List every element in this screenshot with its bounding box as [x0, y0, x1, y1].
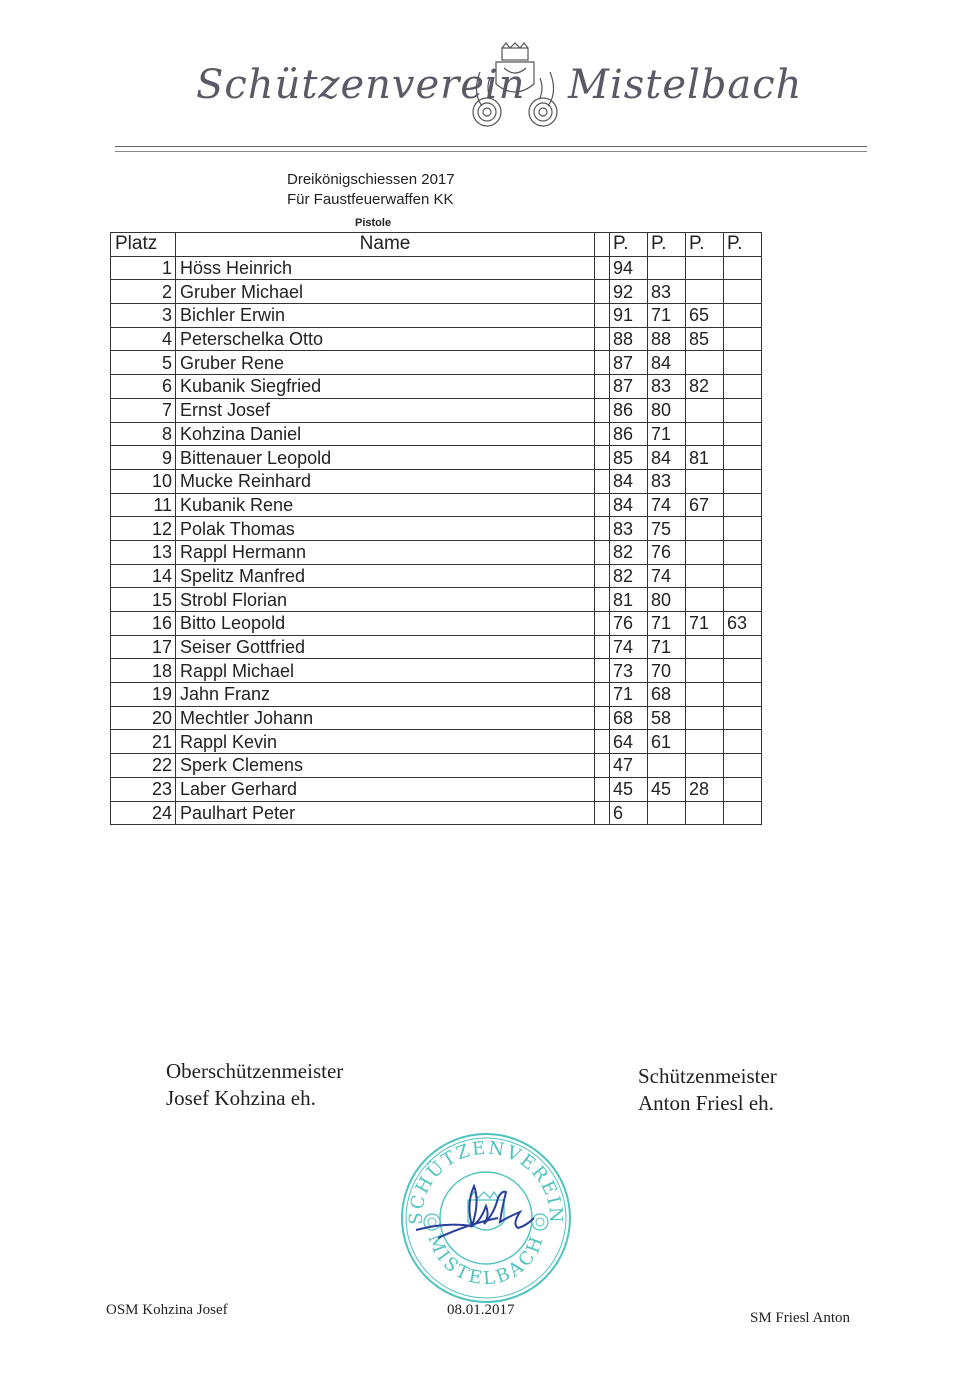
row-spacer: [595, 280, 610, 304]
row-platz: 4: [111, 327, 176, 351]
row-score-1: 82: [610, 540, 648, 564]
row-score-4: [724, 469, 762, 493]
row-name: Bichler Erwin: [176, 304, 595, 328]
row-score-4: [724, 801, 762, 825]
row-score-4: [724, 706, 762, 730]
row-platz: 20: [111, 706, 176, 730]
row-score-2: 71: [648, 304, 686, 328]
results-table: [110, 232, 762, 825]
row-score-4: 63: [724, 612, 762, 636]
row-score-4: [724, 730, 762, 754]
row-score-2: 61: [648, 730, 686, 754]
row-score-4: [724, 540, 762, 564]
row-name: Paulhart Peter: [176, 801, 595, 825]
row-platz: 8: [111, 422, 176, 446]
row-spacer: [595, 327, 610, 351]
row-spacer: [595, 706, 610, 730]
row-score-2: 71: [648, 635, 686, 659]
row-score-1: 82: [610, 564, 648, 588]
row-score-3: [686, 398, 724, 422]
row-spacer: [595, 588, 610, 612]
row-score-4: [724, 659, 762, 683]
signature-right-role: Schützenmeister: [638, 1064, 777, 1088]
header-name: Name: [176, 233, 595, 257]
row-score-4: [724, 446, 762, 470]
row-score-4: [724, 398, 762, 422]
row-spacer: [595, 469, 610, 493]
row-platz: 23: [111, 777, 176, 801]
row-score-1: 91: [610, 304, 648, 328]
row-score-2: 83: [648, 469, 686, 493]
row-spacer: [595, 540, 610, 564]
results-body: [111, 256, 762, 825]
row-score-3: [686, 540, 724, 564]
row-name: Strobl Florian: [176, 588, 595, 612]
table-row: [111, 706, 762, 730]
row-score-1: 64: [610, 730, 648, 754]
row-spacer: [595, 256, 610, 280]
table-row: [111, 422, 762, 446]
row-name: Bittenauer Leopold: [176, 446, 595, 470]
table-row: [111, 469, 762, 493]
row-score-2: [648, 754, 686, 778]
letterhead-divider: [115, 146, 867, 147]
row-score-4: [724, 754, 762, 778]
row-score-2: 88: [648, 327, 686, 351]
row-score-3: [686, 564, 724, 588]
row-score-2: [648, 801, 686, 825]
row-score-3: 71: [686, 612, 724, 636]
row-score-3: 67: [686, 493, 724, 517]
row-score-3: [686, 730, 724, 754]
row-spacer: [595, 777, 610, 801]
row-score-4: [724, 683, 762, 707]
row-platz: 3: [111, 304, 176, 328]
signature-block-left: [166, 1058, 343, 1112]
table-row: [111, 493, 762, 517]
row-score-1: 86: [610, 398, 648, 422]
row-score-4: [724, 635, 762, 659]
row-score-3: 81: [686, 446, 724, 470]
table-row: [111, 588, 762, 612]
row-score-1: 81: [610, 588, 648, 612]
row-score-1: 83: [610, 517, 648, 541]
row-score-2: 84: [648, 446, 686, 470]
row-spacer: [595, 754, 610, 778]
row-spacer: [595, 730, 610, 754]
row-platz: 7: [111, 398, 176, 422]
row-spacer: [595, 398, 610, 422]
row-score-3: 85: [686, 327, 724, 351]
row-platz: 2: [111, 280, 176, 304]
event-category: Pistole: [355, 217, 392, 229]
row-spacer: [595, 446, 610, 470]
row-name: Gruber Michael: [176, 280, 595, 304]
row-platz: 6: [111, 375, 176, 399]
row-score-3: 65: [686, 304, 724, 328]
row-score-4: [724, 351, 762, 375]
header-p2: P.: [648, 233, 686, 257]
row-score-1: 87: [610, 351, 648, 375]
row-score-2: 76: [648, 540, 686, 564]
row-score-4: [724, 564, 762, 588]
row-score-2: 80: [648, 588, 686, 612]
stamp-top-text: SCHÜTZENVEREIN: [405, 1137, 567, 1225]
table-row: [111, 635, 762, 659]
row-score-3: [686, 469, 724, 493]
header-p3: P.: [686, 233, 724, 257]
row-score-4: [724, 327, 762, 351]
row-name: Peterschelka Otto: [176, 327, 595, 351]
row-name: Polak Thomas: [176, 517, 595, 541]
footer-left: OSM Kohzina Josef: [106, 1302, 228, 1318]
row-platz: 1: [111, 256, 176, 280]
table-row: [111, 351, 762, 375]
table-row: [111, 540, 762, 564]
footer-right: SM Friesl Anton: [750, 1310, 851, 1326]
row-score-3: 82: [686, 375, 724, 399]
row-score-4: [724, 777, 762, 801]
table-row: [111, 659, 762, 683]
row-score-1: 74: [610, 635, 648, 659]
table-row: [111, 327, 762, 351]
row-score-2: 71: [648, 612, 686, 636]
row-platz: 12: [111, 517, 176, 541]
row-score-4: [724, 588, 762, 612]
row-name: Bitto Leopold: [176, 612, 595, 636]
row-score-4: [724, 375, 762, 399]
footer-date: 08.01.2017: [447, 1302, 515, 1318]
row-score-4: [724, 256, 762, 280]
row-spacer: [595, 493, 610, 517]
row-platz: 16: [111, 612, 176, 636]
row-spacer: [595, 564, 610, 588]
row-score-1: 94: [610, 256, 648, 280]
row-platz: 13: [111, 540, 176, 564]
row-score-4: [724, 304, 762, 328]
row-score-1: 92: [610, 280, 648, 304]
row-score-1: 73: [610, 659, 648, 683]
header-platz: Platz: [111, 233, 176, 257]
row-score-2: 83: [648, 375, 686, 399]
row-score-2: 71: [648, 422, 686, 446]
row-name: Sperk Clemens: [176, 754, 595, 778]
club-stamp-icon: [398, 1130, 574, 1306]
row-score-4: [724, 280, 762, 304]
table-row: [111, 304, 762, 328]
row-spacer: [595, 304, 610, 328]
header-p4: P.: [724, 233, 762, 257]
table-row: [111, 564, 762, 588]
table-row: [111, 777, 762, 801]
row-score-1: 86: [610, 422, 648, 446]
letterhead-divider-secondary: [115, 151, 867, 152]
row-name: Gruber Rene: [176, 351, 595, 375]
row-platz: 19: [111, 683, 176, 707]
row-name: Laber Gerhard: [176, 777, 595, 801]
row-name: Kubanik Rene: [176, 493, 595, 517]
row-name: Kohzina Daniel: [176, 422, 595, 446]
row-score-3: [686, 256, 724, 280]
signature-right-name: Anton Friesl eh.: [638, 1091, 774, 1115]
event-title: Dreikönigschiessen 2017: [287, 171, 455, 188]
row-score-4: [724, 493, 762, 517]
table-row: [111, 683, 762, 707]
event-subtitle: Für Faustfeuerwaffen KK: [287, 191, 454, 208]
stamp-bottom-text: MISTELBACH: [423, 1231, 549, 1290]
row-spacer: [595, 375, 610, 399]
row-platz: 18: [111, 659, 176, 683]
row-platz: 11: [111, 493, 176, 517]
header-spacer: [595, 233, 610, 257]
row-score-2: 84: [648, 351, 686, 375]
row-spacer: [595, 351, 610, 375]
row-score-2: 83: [648, 280, 686, 304]
row-spacer: [595, 659, 610, 683]
row-name: Seiser Gottfried: [176, 635, 595, 659]
table-row: [111, 612, 762, 636]
row-score-1: 85: [610, 446, 648, 470]
row-score-1: 84: [610, 469, 648, 493]
row-name: Jahn Franz: [176, 683, 595, 707]
row-score-2: 70: [648, 659, 686, 683]
row-score-3: [686, 801, 724, 825]
row-platz: 22: [111, 754, 176, 778]
row-score-2: 68: [648, 683, 686, 707]
row-score-1: 76: [610, 612, 648, 636]
row-score-2: 75: [648, 517, 686, 541]
row-score-3: [686, 422, 724, 446]
row-score-1: 84: [610, 493, 648, 517]
row-score-3: [686, 659, 724, 683]
table-row: [111, 375, 762, 399]
row-score-1: 68: [610, 706, 648, 730]
signature-left-name: Josef Kohzina eh.: [166, 1086, 316, 1110]
row-spacer: [595, 683, 610, 707]
row-score-3: [686, 517, 724, 541]
row-score-2: 45: [648, 777, 686, 801]
row-score-1: 47: [610, 754, 648, 778]
row-platz: 10: [111, 469, 176, 493]
row-name: Höss Heinrich: [176, 256, 595, 280]
row-platz: 9: [111, 446, 176, 470]
row-score-1: 45: [610, 777, 648, 801]
letterhead-town-name: Mistelbach: [568, 62, 803, 108]
row-score-3: 28: [686, 777, 724, 801]
row-score-3: [686, 280, 724, 304]
row-score-3: [686, 588, 724, 612]
row-score-3: [686, 351, 724, 375]
svg-text:MISTELBACH: [423, 1231, 548, 1289]
letterhead: [0, 0, 966, 160]
row-name: Rappl Kevin: [176, 730, 595, 754]
row-score-1: 6: [610, 801, 648, 825]
table-row: [111, 280, 762, 304]
table-row: [111, 256, 762, 280]
row-name: Rappl Hermann: [176, 540, 595, 564]
row-name: Ernst Josef: [176, 398, 595, 422]
row-platz: 5: [111, 351, 176, 375]
table-row: [111, 517, 762, 541]
row-score-3: [686, 754, 724, 778]
row-score-1: 71: [610, 683, 648, 707]
row-score-2: 80: [648, 398, 686, 422]
row-platz: 17: [111, 635, 176, 659]
signature-left-role: Oberschützenmeister: [166, 1059, 344, 1083]
row-score-3: [686, 683, 724, 707]
header-p1: P.: [610, 233, 648, 257]
table-row: [111, 730, 762, 754]
row-platz: 15: [111, 588, 176, 612]
club-emblem-icon: [466, 42, 564, 138]
row-score-3: [686, 635, 724, 659]
row-score-4: [724, 517, 762, 541]
table-header-row: [111, 233, 762, 257]
table-row: [111, 754, 762, 778]
row-spacer: [595, 801, 610, 825]
row-platz: 14: [111, 564, 176, 588]
row-score-1: 87: [610, 375, 648, 399]
row-name: Rappl Michael: [176, 659, 595, 683]
table-row: [111, 398, 762, 422]
row-name: Kubanik Siegfried: [176, 375, 595, 399]
row-score-2: [648, 256, 686, 280]
row-platz: 24: [111, 801, 176, 825]
row-name: Spelitz Manfred: [176, 564, 595, 588]
signature-block-right: [638, 1063, 777, 1117]
row-spacer: [595, 517, 610, 541]
table-row: [111, 446, 762, 470]
row-score-3: [686, 706, 724, 730]
row-spacer: [595, 612, 610, 636]
row-platz: 21: [111, 730, 176, 754]
row-name: Mechtler Johann: [176, 706, 595, 730]
row-score-1: 88: [610, 327, 648, 351]
row-score-2: 74: [648, 564, 686, 588]
svg-text:SCHÜTZENVEREIN: [406, 1138, 566, 1225]
row-score-2: 58: [648, 706, 686, 730]
row-spacer: [595, 422, 610, 446]
row-score-4: [724, 422, 762, 446]
row-spacer: [595, 635, 610, 659]
row-name: Mucke Reinhard: [176, 469, 595, 493]
table-row: [111, 801, 762, 825]
letterhead-club-name: Schützenverein: [196, 62, 526, 108]
row-score-2: 74: [648, 493, 686, 517]
